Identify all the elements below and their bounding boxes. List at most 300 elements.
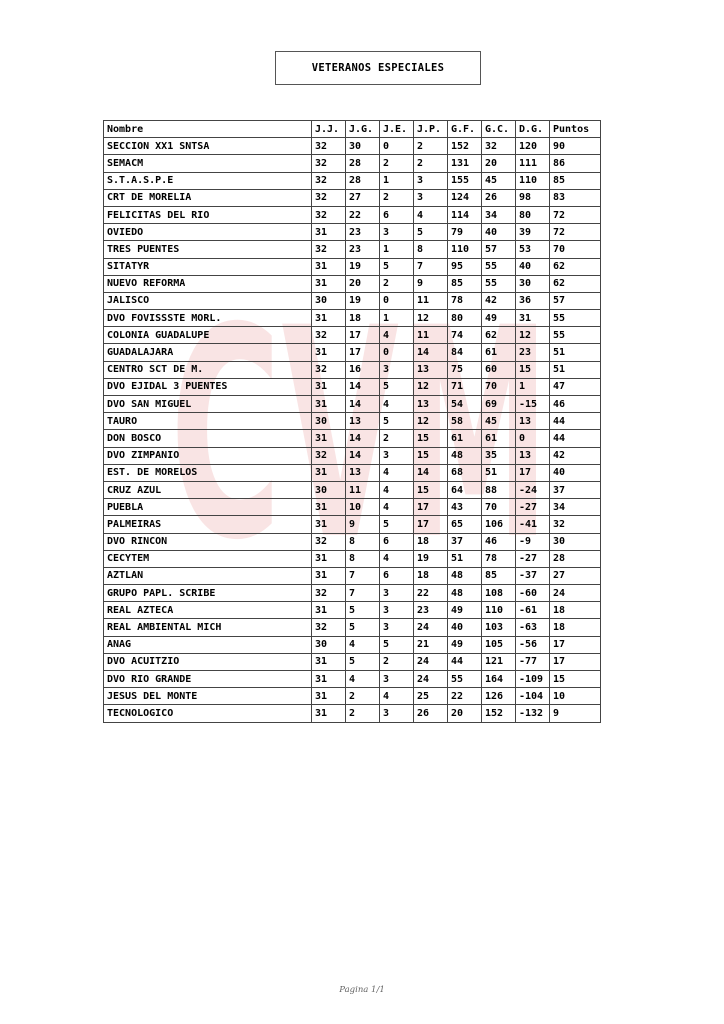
stat-cell: 2	[380, 430, 414, 447]
table-header-row	[104, 121, 601, 138]
stat-cell: 30	[312, 292, 346, 309]
stat-cell: 46	[550, 396, 601, 413]
stat-cell: 10	[346, 499, 380, 516]
stat-cell: 32	[482, 138, 516, 155]
stat-cell: 11	[414, 292, 448, 309]
stat-cell: 48	[448, 567, 482, 584]
column-header: J.G.	[346, 121, 380, 138]
stat-cell: 14	[346, 396, 380, 413]
stat-cell: 83	[550, 189, 601, 206]
stat-cell: 4	[380, 499, 414, 516]
stat-cell: 14	[346, 447, 380, 464]
stat-cell: 80	[516, 206, 550, 223]
stat-cell: 6	[380, 206, 414, 223]
stat-cell: 31	[312, 430, 346, 447]
team-name-cell: PALMEIRAS	[104, 516, 312, 533]
team-name-cell: JALISCO	[104, 292, 312, 309]
table-row	[104, 241, 601, 258]
stat-cell: 26	[482, 189, 516, 206]
stat-cell: 2	[346, 688, 380, 705]
stat-cell: 95	[448, 258, 482, 275]
table-row	[104, 447, 601, 464]
stat-cell: 69	[482, 396, 516, 413]
stat-cell: 124	[448, 189, 482, 206]
stat-cell: -27	[516, 499, 550, 516]
stat-cell: -60	[516, 585, 550, 602]
stat-cell: 5	[380, 413, 414, 430]
stat-cell: 3	[380, 585, 414, 602]
stat-cell: 9	[414, 275, 448, 292]
stat-cell: -15	[516, 396, 550, 413]
stat-cell: 31	[312, 671, 346, 688]
stat-cell: 152	[448, 138, 482, 155]
stat-cell: 36	[516, 292, 550, 309]
table-row	[104, 413, 601, 430]
table-row	[104, 636, 601, 653]
stat-cell: 42	[550, 447, 601, 464]
stat-cell: 31	[312, 567, 346, 584]
stat-cell: 65	[448, 516, 482, 533]
stat-cell: 3	[380, 447, 414, 464]
table-row	[104, 688, 601, 705]
stat-cell: 8	[414, 241, 448, 258]
column-header: D.G.	[516, 121, 550, 138]
stat-cell: 15	[414, 481, 448, 498]
stat-cell: 47	[550, 378, 601, 395]
stat-cell: 35	[482, 447, 516, 464]
team-name-cell: TAURO	[104, 413, 312, 430]
stat-cell: 0	[380, 138, 414, 155]
stat-cell: 85	[482, 567, 516, 584]
stat-cell: 3	[380, 705, 414, 722]
stat-cell: 64	[448, 481, 482, 498]
stat-cell: 3	[380, 671, 414, 688]
stat-cell: 22	[448, 688, 482, 705]
stat-cell: 17	[414, 516, 448, 533]
stat-cell: 11	[414, 327, 448, 344]
table-row	[104, 138, 601, 155]
stat-cell: 2	[414, 138, 448, 155]
stat-cell: 68	[448, 464, 482, 481]
table-row	[104, 292, 601, 309]
table-row	[104, 533, 601, 550]
team-name-cell: FELICITAS DEL RIO	[104, 206, 312, 223]
team-name-cell: DVO FOVISSSTE MORL.	[104, 310, 312, 327]
stat-cell: 32	[312, 138, 346, 155]
stat-cell: 15	[516, 361, 550, 378]
stat-cell: 31	[312, 224, 346, 241]
stat-cell: -24	[516, 481, 550, 498]
stat-cell: 2	[380, 189, 414, 206]
stat-cell: 18	[550, 619, 601, 636]
stat-cell: 75	[448, 361, 482, 378]
stat-cell: 5	[380, 516, 414, 533]
team-name-cell: SEMACM	[104, 155, 312, 172]
stat-cell: 32	[312, 206, 346, 223]
stat-cell: 74	[448, 327, 482, 344]
stat-cell: 85	[550, 172, 601, 189]
stat-cell: 98	[516, 189, 550, 206]
stat-cell: 20	[346, 275, 380, 292]
stat-cell: 13	[516, 447, 550, 464]
stat-cell: 57	[482, 241, 516, 258]
stat-cell: 7	[346, 585, 380, 602]
stat-cell: 31	[312, 378, 346, 395]
stat-cell: 15	[414, 430, 448, 447]
stat-cell: 120	[516, 138, 550, 155]
stat-cell: 44	[448, 653, 482, 670]
stat-cell: 30	[312, 481, 346, 498]
stat-cell: 9	[550, 705, 601, 722]
stat-cell: 55	[482, 275, 516, 292]
stat-cell: 21	[414, 636, 448, 653]
stat-cell: 28	[346, 172, 380, 189]
team-name-cell: S.T.A.S.P.E	[104, 172, 312, 189]
stat-cell: 39	[516, 224, 550, 241]
stat-cell: 17	[346, 344, 380, 361]
stat-cell: 5	[346, 619, 380, 636]
stat-cell: 23	[346, 224, 380, 241]
table-row	[104, 653, 601, 670]
stat-cell: 61	[482, 430, 516, 447]
stat-cell: 114	[448, 206, 482, 223]
stat-cell: 17	[516, 464, 550, 481]
team-name-cell: CRT DE MORELIA	[104, 189, 312, 206]
table-row	[104, 430, 601, 447]
stat-cell: 10	[550, 688, 601, 705]
team-name-cell: CRUZ AZUL	[104, 481, 312, 498]
stat-cell: 3	[380, 619, 414, 636]
stat-cell: 32	[312, 447, 346, 464]
stat-cell: 26	[414, 705, 448, 722]
stat-cell: 48	[448, 585, 482, 602]
stat-cell: 40	[550, 464, 601, 481]
stat-cell: 85	[448, 275, 482, 292]
stat-cell: 17	[346, 327, 380, 344]
table-row	[104, 516, 601, 533]
table-row	[104, 275, 601, 292]
stat-cell: 31	[312, 275, 346, 292]
stat-cell: 5	[380, 636, 414, 653]
stat-cell: 18	[414, 533, 448, 550]
stat-cell: -61	[516, 602, 550, 619]
team-name-cell: GRUPO PAPL. SCRIBE	[104, 585, 312, 602]
table-row	[104, 206, 601, 223]
stat-cell: 79	[448, 224, 482, 241]
stat-cell: 78	[482, 550, 516, 567]
stat-cell: 54	[448, 396, 482, 413]
stat-cell: 4	[346, 671, 380, 688]
stat-cell: 13	[346, 413, 380, 430]
stat-cell: 4	[380, 396, 414, 413]
stat-cell: 7	[346, 567, 380, 584]
stat-cell: 17	[414, 499, 448, 516]
stat-cell: 31	[312, 396, 346, 413]
stat-cell: 18	[346, 310, 380, 327]
stat-cell: 62	[550, 275, 601, 292]
stat-cell: 61	[448, 430, 482, 447]
column-header: Puntos	[550, 121, 601, 138]
stat-cell: 18	[414, 567, 448, 584]
team-name-cell: DON BOSCO	[104, 430, 312, 447]
stat-cell: 14	[346, 430, 380, 447]
stat-cell: 31	[312, 258, 346, 275]
table-row	[104, 172, 601, 189]
stat-cell: 49	[448, 636, 482, 653]
stat-cell: -63	[516, 619, 550, 636]
stat-cell: 32	[312, 189, 346, 206]
stat-cell: 126	[482, 688, 516, 705]
stat-cell: 31	[312, 602, 346, 619]
stat-cell: 2	[380, 155, 414, 172]
stat-cell: 13	[414, 396, 448, 413]
stat-cell: 23	[516, 344, 550, 361]
table-row	[104, 396, 601, 413]
table-row	[104, 310, 601, 327]
stat-cell: -37	[516, 567, 550, 584]
stat-cell: 1	[380, 310, 414, 327]
team-name-cell: DVO EJIDAL 3 PUENTES	[104, 378, 312, 395]
table-row	[104, 602, 601, 619]
stat-cell: 1	[516, 378, 550, 395]
stat-cell: 20	[482, 155, 516, 172]
stat-cell: 51	[550, 344, 601, 361]
table-row	[104, 671, 601, 688]
stat-cell: 32	[312, 327, 346, 344]
stat-cell: -9	[516, 533, 550, 550]
stat-cell: 55	[482, 258, 516, 275]
stat-cell: 30	[312, 413, 346, 430]
stat-cell: 70	[482, 378, 516, 395]
stat-cell: 30	[346, 138, 380, 155]
stat-cell: 43	[448, 499, 482, 516]
stat-cell: 31	[312, 705, 346, 722]
stat-cell: -77	[516, 653, 550, 670]
team-name-cell: JESUS DEL MONTE	[104, 688, 312, 705]
stat-cell: 152	[482, 705, 516, 722]
stat-cell: -104	[516, 688, 550, 705]
stat-cell: 58	[448, 413, 482, 430]
team-name-cell: DVO SAN MIGUEL	[104, 396, 312, 413]
table-row	[104, 189, 601, 206]
stat-cell: 131	[448, 155, 482, 172]
column-header: G.F.	[448, 121, 482, 138]
stat-cell: 30	[516, 275, 550, 292]
team-name-cell: DVO RINCON	[104, 533, 312, 550]
table-row	[104, 361, 601, 378]
stat-cell: 3	[414, 189, 448, 206]
stat-cell: 32	[312, 533, 346, 550]
stat-cell: 32	[312, 155, 346, 172]
stat-cell: 103	[482, 619, 516, 636]
stat-cell: 31	[312, 653, 346, 670]
stat-cell: 34	[482, 206, 516, 223]
stat-cell: 155	[448, 172, 482, 189]
table-row	[104, 481, 601, 498]
stat-cell: 12	[414, 378, 448, 395]
stat-cell: 3	[414, 172, 448, 189]
stat-cell: 16	[346, 361, 380, 378]
stat-cell: 23	[414, 602, 448, 619]
team-name-cell: TRES PUENTES	[104, 241, 312, 258]
stat-cell: 80	[448, 310, 482, 327]
stat-cell: 121	[482, 653, 516, 670]
stat-cell: -109	[516, 671, 550, 688]
stat-cell: 5	[380, 378, 414, 395]
stat-cell: 19	[414, 550, 448, 567]
column-header: J.E.	[380, 121, 414, 138]
stat-cell: 57	[550, 292, 601, 309]
stat-cell: 42	[482, 292, 516, 309]
stat-cell: 31	[312, 344, 346, 361]
stat-cell: 22	[414, 585, 448, 602]
stat-cell: 0	[516, 430, 550, 447]
team-name-cell: REAL AZTECA	[104, 602, 312, 619]
table-row	[104, 619, 601, 636]
team-name-cell: DVO ACUITZIO	[104, 653, 312, 670]
stat-cell: 5	[346, 653, 380, 670]
stat-cell: 14	[414, 464, 448, 481]
stat-cell: 27	[346, 189, 380, 206]
team-name-cell: SECCION XX1 SNTSA	[104, 138, 312, 155]
stat-cell: 14	[346, 378, 380, 395]
team-name-cell: DVO ZIMPANIO	[104, 447, 312, 464]
team-name-cell: NUEVO REFORMA	[104, 275, 312, 292]
stat-cell: 5	[414, 224, 448, 241]
stat-cell: 4	[380, 464, 414, 481]
stat-cell: 22	[346, 206, 380, 223]
stat-cell: 31	[312, 499, 346, 516]
stat-cell: 110	[516, 172, 550, 189]
stat-cell: 8	[346, 533, 380, 550]
stat-cell: 51	[448, 550, 482, 567]
stat-cell: 25	[414, 688, 448, 705]
table-row	[104, 378, 601, 395]
stat-cell: 37	[448, 533, 482, 550]
stat-cell: 40	[516, 258, 550, 275]
stat-cell: 32	[312, 361, 346, 378]
stat-cell: 60	[482, 361, 516, 378]
stat-cell: 12	[516, 327, 550, 344]
stat-cell: -132	[516, 705, 550, 722]
watermark-text: CVM	[170, 267, 550, 565]
standings-table	[103, 120, 601, 723]
column-header: Nombre	[104, 121, 312, 138]
team-name-cell: CENTRO SCT DE M.	[104, 361, 312, 378]
stat-cell: 32	[312, 241, 346, 258]
stat-cell: 4	[380, 688, 414, 705]
table-row	[104, 499, 601, 516]
stat-cell: 14	[414, 344, 448, 361]
column-header: G.C.	[482, 121, 516, 138]
stat-cell: -41	[516, 516, 550, 533]
stat-cell: 55	[550, 310, 601, 327]
stat-cell: 28	[346, 155, 380, 172]
stat-cell: 1	[380, 172, 414, 189]
team-name-cell: AZTLAN	[104, 567, 312, 584]
stat-cell: 9	[346, 516, 380, 533]
stat-cell: 3	[380, 602, 414, 619]
stat-cell: 30	[550, 533, 601, 550]
stat-cell: 0	[380, 344, 414, 361]
table-row	[104, 344, 601, 361]
stat-cell: 31	[312, 464, 346, 481]
table-row	[104, 327, 601, 344]
table-row	[104, 567, 601, 584]
stat-cell: 31	[312, 310, 346, 327]
stat-cell: 53	[516, 241, 550, 258]
stat-cell: 3	[380, 224, 414, 241]
stat-cell: 4	[380, 481, 414, 498]
stat-cell: 40	[448, 619, 482, 636]
stat-cell: 6	[380, 533, 414, 550]
team-name-cell: TECNOLOGICO	[104, 705, 312, 722]
stat-cell: 31	[516, 310, 550, 327]
stat-cell: 105	[482, 636, 516, 653]
column-header: J.J.	[312, 121, 346, 138]
stat-cell: 15	[550, 671, 601, 688]
stat-cell: 110	[482, 602, 516, 619]
stat-cell: 4	[380, 550, 414, 567]
stat-cell: 55	[448, 671, 482, 688]
team-name-cell: EST. DE MORELOS	[104, 464, 312, 481]
stat-cell: 17	[550, 636, 601, 653]
team-name-cell: REAL AMBIENTAL MICH	[104, 619, 312, 636]
stat-cell: 1	[380, 241, 414, 258]
table-row	[104, 224, 601, 241]
stat-cell: 49	[448, 602, 482, 619]
stat-cell: 78	[448, 292, 482, 309]
stat-cell: 3	[380, 361, 414, 378]
stat-cell: 106	[482, 516, 516, 533]
table-row	[104, 464, 601, 481]
team-name-cell: OVIEDO	[104, 224, 312, 241]
stat-cell: 51	[550, 361, 601, 378]
team-name-cell: ANAG	[104, 636, 312, 653]
stat-cell: 40	[482, 224, 516, 241]
stat-cell: 13	[414, 361, 448, 378]
stat-cell: 37	[550, 481, 601, 498]
stat-cell: 71	[448, 378, 482, 395]
stat-cell: 2	[414, 155, 448, 172]
stat-cell: 4	[346, 636, 380, 653]
stat-cell: 49	[482, 310, 516, 327]
stat-cell: 11	[346, 481, 380, 498]
stat-cell: 61	[482, 344, 516, 361]
stat-cell: 84	[448, 344, 482, 361]
stat-cell: 108	[482, 585, 516, 602]
stat-cell: 44	[550, 413, 601, 430]
page-footer: Pagina 1/1	[339, 985, 385, 995]
stat-cell: 0	[380, 292, 414, 309]
stat-cell: 110	[448, 241, 482, 258]
stat-cell: 31	[312, 516, 346, 533]
team-name-cell: CECYTEM	[104, 550, 312, 567]
stat-cell: 51	[482, 464, 516, 481]
stat-cell: 32	[550, 516, 601, 533]
stat-cell: 7	[414, 258, 448, 275]
stat-cell: 23	[346, 241, 380, 258]
stat-cell: -56	[516, 636, 550, 653]
stat-cell: 70	[482, 499, 516, 516]
stat-cell: 86	[550, 155, 601, 172]
table-row	[104, 258, 601, 275]
stat-cell: 19	[346, 292, 380, 309]
table-row	[104, 155, 601, 172]
team-name-cell: SITATYR	[104, 258, 312, 275]
page-title: VETERANOS ESPECIALES	[275, 51, 481, 85]
stat-cell: 8	[346, 550, 380, 567]
